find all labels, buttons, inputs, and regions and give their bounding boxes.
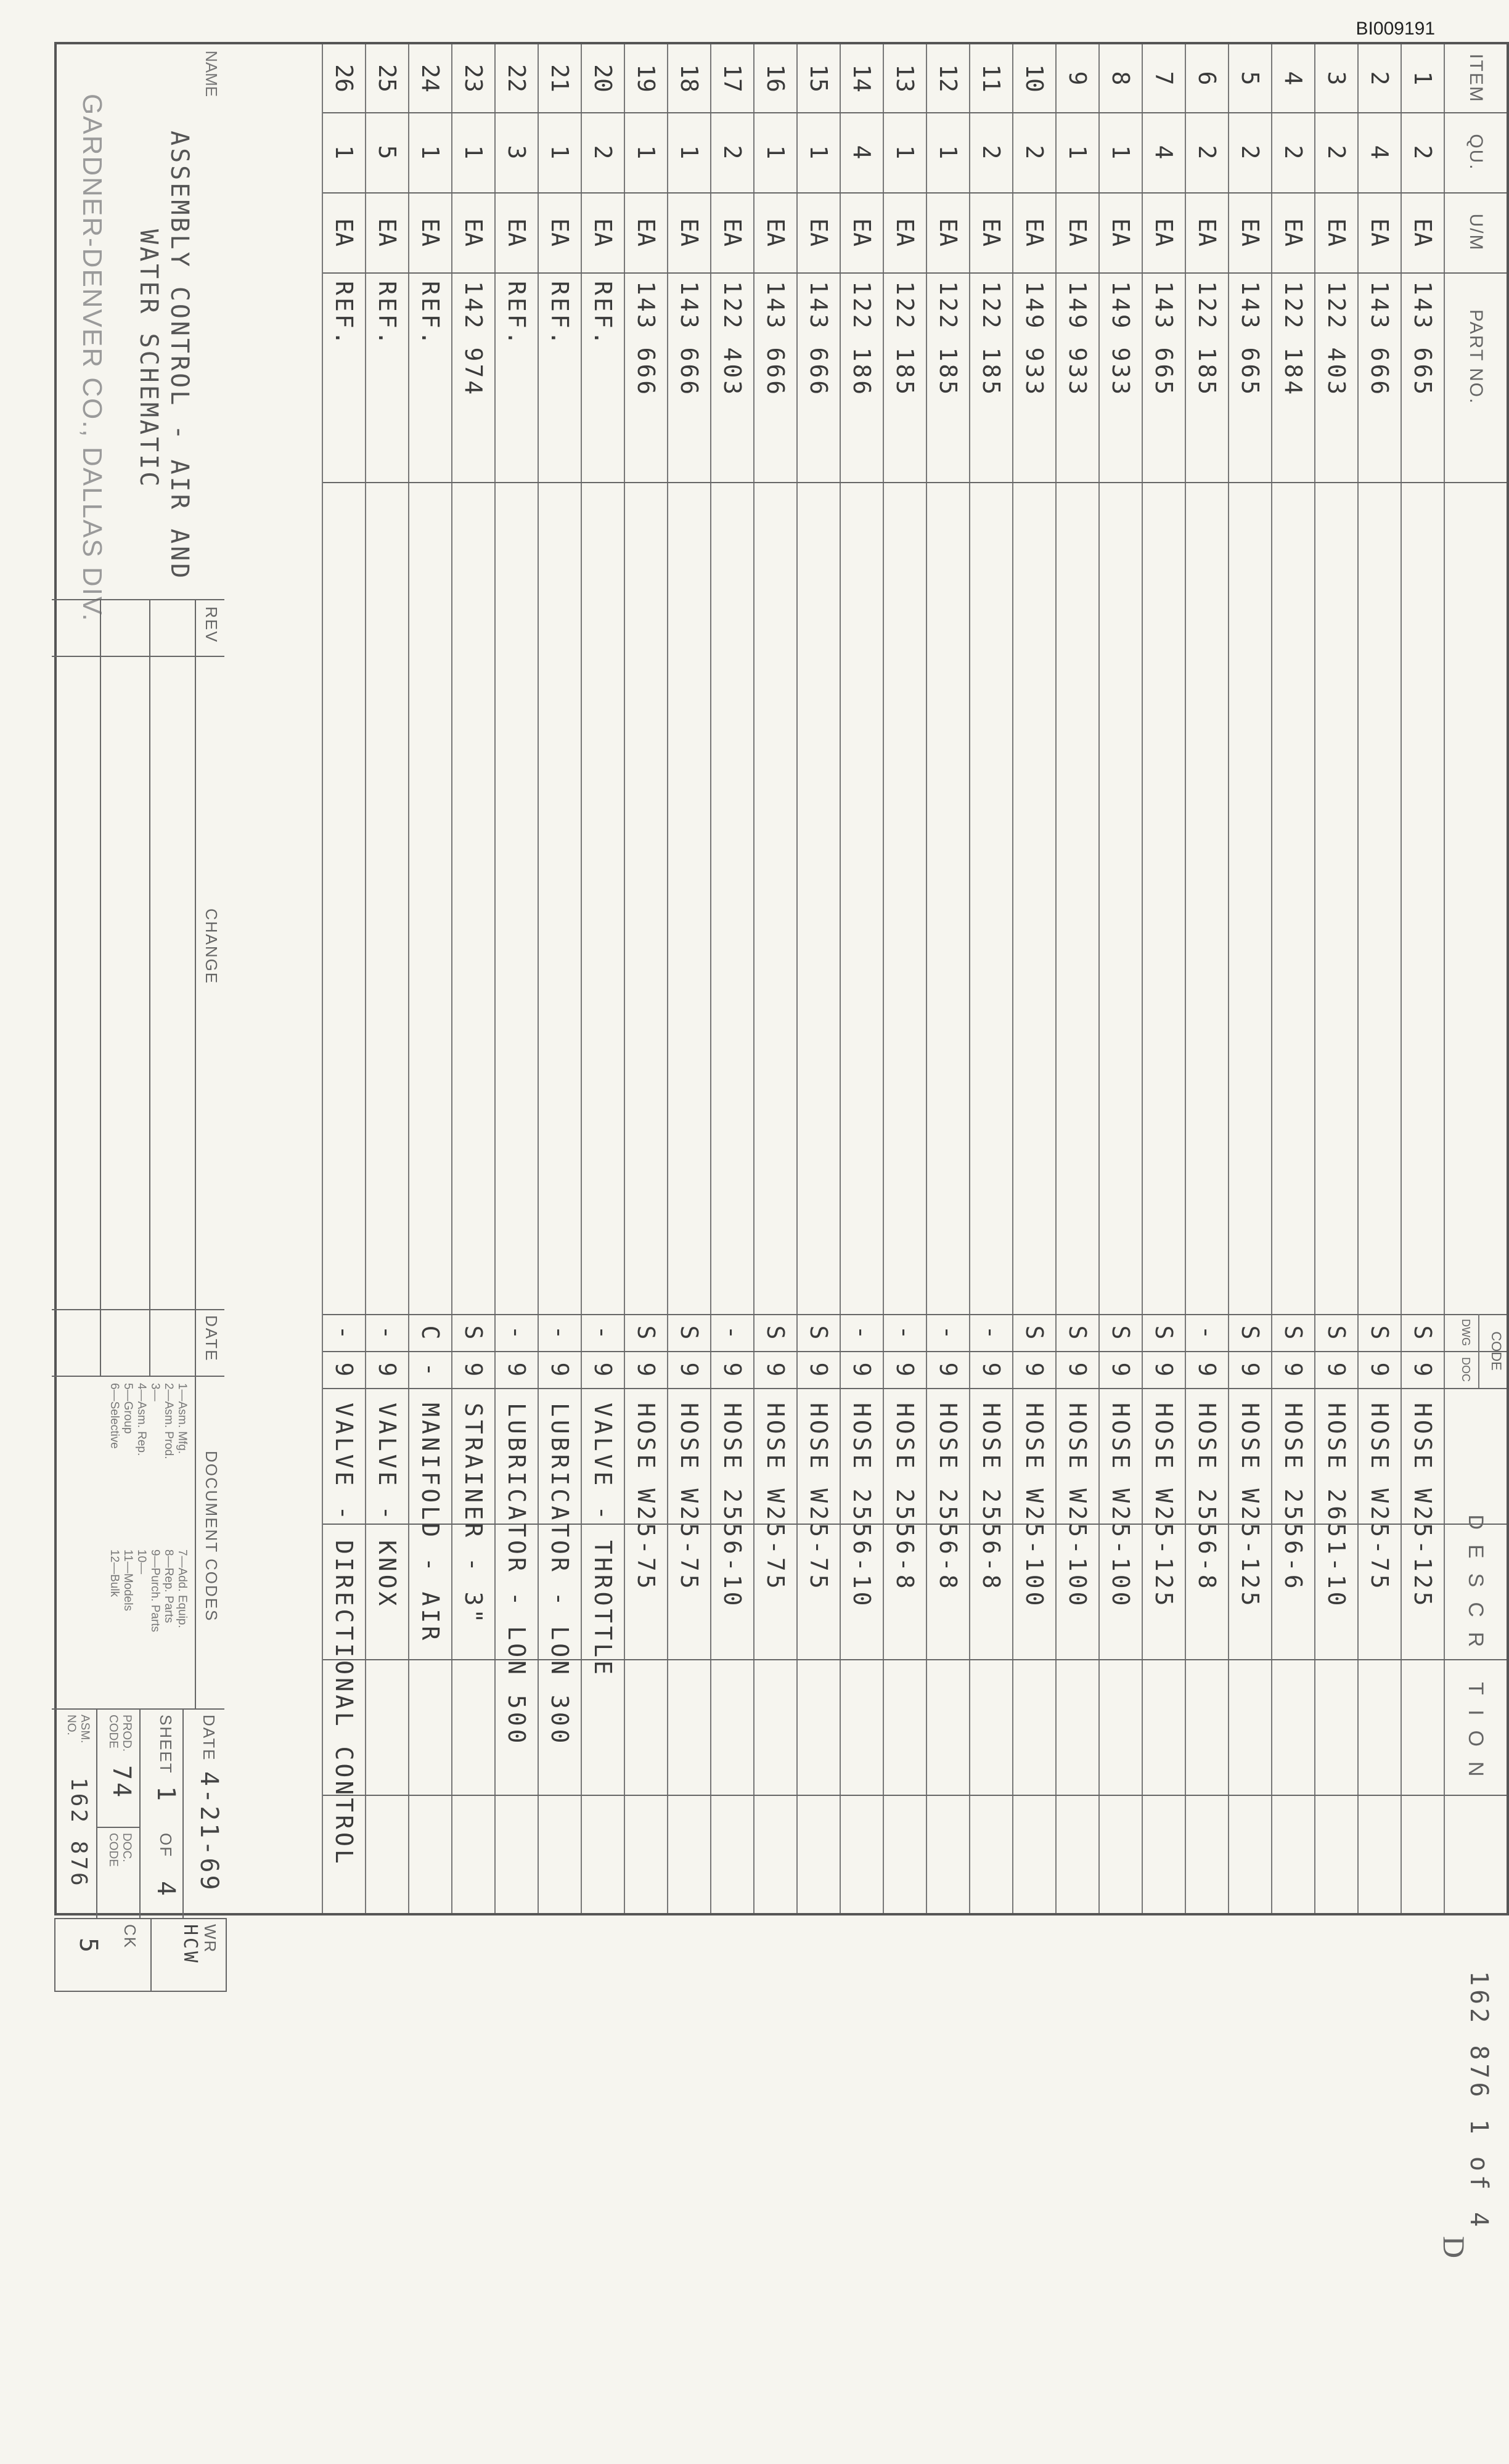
table-row [1402, 44, 1445, 1918]
item-cell: 23 [460, 64, 487, 92]
table-row [1359, 44, 1402, 1918]
doc-code-cell: - [417, 1362, 444, 1377]
item-cell: 8 [1107, 71, 1134, 86]
quantity-cell: 2 [1237, 145, 1264, 160]
quantity-cell: 1 [546, 145, 573, 160]
unit-cell: EA [1409, 218, 1436, 247]
part-number-cell: 122 184 [1280, 281, 1307, 398]
quantity-cell: 2 [719, 145, 746, 160]
header-part-number: PART NO. [1466, 309, 1486, 405]
doc-code-cell: 9 [719, 1362, 746, 1377]
item-cell: 15 [805, 64, 832, 92]
corner-mark: D [1437, 2236, 1471, 2259]
unit-cell: EA [1323, 218, 1350, 247]
of-label: OF [157, 1833, 175, 1858]
doc-code-value: 5 [74, 1938, 102, 1956]
quantity-cell: 1 [330, 145, 358, 160]
item-cell: 17 [719, 64, 746, 92]
part-number-cell: REF. [374, 281, 401, 348]
info-line-2 [139, 1710, 141, 1919]
unit-cell: EA [417, 218, 444, 247]
dwg-code-cell: S [632, 1325, 660, 1340]
doc-code-cell: 9 [934, 1362, 962, 1377]
change-label: CHANGE [202, 908, 221, 985]
description-cell: HOSE 2556-8 [891, 1403, 918, 1592]
info-line-3 [96, 1710, 97, 1919]
doc-code-12: 12—Bulk [108, 1549, 121, 1597]
part-number-cell: 122 403 [1323, 281, 1350, 398]
part-number-cell: REF. [503, 281, 530, 348]
wr-ck-line [150, 1919, 152, 1991]
dwg-code-cell: - [891, 1325, 918, 1340]
part-number-cell: 142 974 [460, 281, 487, 398]
sheet-value: 1 [152, 1786, 180, 1804]
doc-code-cell: 9 [589, 1362, 616, 1377]
doc-code-cell: 9 [1064, 1362, 1091, 1377]
doc-code-cell: 9 [1021, 1362, 1048, 1377]
description-cell: VALVE - THROTTLE [589, 1403, 616, 1678]
table-row [366, 44, 409, 1918]
item-cell: 14 [848, 64, 875, 92]
description-cell: HOSE W25-100 [1107, 1403, 1134, 1609]
part-number-cell: 149 933 [1064, 281, 1091, 398]
description-cell: HOSE 2651-10 [1323, 1403, 1350, 1609]
quantity-cell: 2 [1280, 145, 1307, 160]
item-cell: 12 [934, 64, 962, 92]
doc-code-3: 3— [149, 1383, 162, 1401]
description-cell: HOSE 2556-10 [719, 1403, 746, 1609]
table-row [1143, 44, 1186, 1918]
rev-divider [52, 656, 224, 657]
wr-label: WR [201, 1924, 219, 1954]
rev-label: REV [202, 606, 221, 643]
description-cell: VALVE - DIRECTIONAL CONTROL [330, 1403, 358, 1867]
wr-ck-block [54, 1918, 227, 1992]
part-number-cell: 149 933 [1107, 281, 1134, 398]
quantity-cell: 1 [676, 145, 703, 160]
revision-area [52, 599, 224, 1376]
quantity-cell: 2 [1323, 145, 1350, 160]
quantity-cell: 1 [1064, 145, 1091, 160]
quantity-cell: 1 [1107, 145, 1134, 160]
asm-no-label: ASM. NO. [65, 1715, 91, 1744]
doc-codes-list-2 [107, 1549, 189, 1632]
parts-list-form [54, 42, 1509, 1915]
rotated-parts-list-sheet [54, 42, 1509, 2259]
item-cell: 24 [417, 64, 444, 92]
table-row [711, 44, 754, 1918]
dwg-code-cell: S [762, 1325, 789, 1340]
quantity-cell: 2 [1021, 145, 1048, 160]
prod-code-label: PROD. CODE [107, 1715, 133, 1752]
table-row [1272, 44, 1315, 1918]
doc-code-10: 10— [135, 1549, 148, 1575]
unit-cell: EA [762, 218, 789, 247]
asm-no-value: 162 876 [66, 1777, 91, 1888]
table-row [754, 44, 798, 1918]
dwg-code-cell: S [1323, 1325, 1350, 1340]
part-number-cell: 122 185 [1193, 281, 1221, 398]
table-row [452, 44, 496, 1918]
table-row [539, 44, 582, 1918]
quantity-cell: 1 [417, 145, 444, 160]
unit-cell: EA [589, 218, 616, 247]
date-label: DATE [200, 1715, 218, 1761]
part-number-cell: 122 185 [934, 281, 962, 398]
dwg-code-cell: - [374, 1325, 401, 1340]
table-row [884, 44, 927, 1918]
description-cell: HOSE 2556-6 [1280, 1403, 1307, 1592]
doc-code-cell: 9 [330, 1362, 358, 1377]
doc-code-cell: 9 [1409, 1362, 1436, 1377]
quantity-cell: 1 [762, 145, 789, 160]
item-cell: 26 [330, 64, 358, 92]
dwg-code-cell: S [805, 1325, 832, 1340]
unit-cell: EA [848, 218, 875, 247]
table-row [1057, 44, 1100, 1918]
unit-cell: EA [632, 218, 660, 247]
quantity-cell: 4 [1366, 145, 1393, 160]
description-cell: LUBRICATOR - LON 500 [503, 1403, 530, 1747]
dwg-code-cell: - [934, 1325, 962, 1340]
unit-cell: EA [1107, 218, 1134, 247]
table-row [496, 44, 539, 1918]
dwg-code-cell: S [1064, 1325, 1091, 1340]
dwg-code-cell: S [460, 1325, 487, 1340]
description-cell: HOSE 2556-8 [978, 1403, 1005, 1592]
doc-code-cell: 9 [1280, 1362, 1307, 1377]
table-row [323, 44, 366, 1918]
doc-code-8: 8—Rep. Parts [162, 1549, 175, 1623]
description-cell: HOSE W25-125 [1409, 1403, 1436, 1609]
item-cell: 11 [978, 64, 1005, 92]
item-cell: 1 [1409, 71, 1436, 86]
description-cell: HOSE W25-100 [1064, 1403, 1091, 1609]
unit-cell: EA [1237, 218, 1264, 247]
table-row [798, 44, 841, 1918]
unit-cell: EA [1280, 218, 1307, 247]
header-quantity: QU. [1466, 134, 1486, 171]
unit-cell: EA [1193, 218, 1221, 247]
doc-code-cell: 9 [805, 1362, 832, 1377]
dwg-code-cell: - [589, 1325, 616, 1340]
quantity-cell: 2 [1409, 145, 1436, 160]
description-cell: HOSE W25-75 [762, 1403, 789, 1592]
document-codes-area [52, 1376, 224, 1708]
part-number-cell: 122 185 [978, 281, 1005, 398]
doc-code-cell: 9 [546, 1362, 573, 1377]
ck-label: CK [121, 1924, 139, 1949]
sheet-label: SHEET [157, 1715, 175, 1774]
part-number-cell: 143 665 [1409, 281, 1436, 398]
description-cell: MANIFOLD - AIR [417, 1403, 444, 1644]
doc-code-cell: 9 [978, 1362, 1005, 1377]
part-number-cell: 143 665 [1237, 281, 1264, 398]
doc-code-cell: 9 [632, 1362, 660, 1377]
doc-code-7: 7—Add. Equip. [176, 1549, 189, 1628]
dwg-code-cell: S [1150, 1325, 1177, 1340]
part-number-cell: REF. [546, 281, 573, 348]
of-value: 4 [152, 1881, 180, 1899]
table-row [1100, 44, 1143, 1918]
item-cell: 19 [632, 64, 660, 92]
rev-line-1 [195, 600, 196, 1377]
company-name: GARDNER-DENVER CO., DALLAS DIV. [77, 94, 107, 622]
part-number-cell: 143 666 [762, 281, 789, 398]
unit-cell: EA [934, 218, 962, 247]
item-cell: 13 [891, 64, 918, 92]
table-row [841, 44, 884, 1918]
quantity-cell: 2 [978, 145, 1005, 160]
doc-code-1: 1—Asm. Mfg. [176, 1383, 189, 1454]
quantity-cell: 1 [934, 145, 962, 160]
item-cell: 7 [1150, 71, 1177, 86]
description-cell: HOSE W25-125 [1237, 1403, 1264, 1609]
sheet-number-note: 162 876 1 of 4 [1465, 1971, 1493, 2231]
dwg-code-cell: S [1280, 1325, 1307, 1340]
table-row [927, 44, 970, 1918]
dwg-code-cell: S [1366, 1325, 1393, 1340]
part-number-cell: 143 666 [632, 281, 660, 398]
quantity-cell: 5 [374, 145, 401, 160]
rev-date-label: DATE [202, 1315, 221, 1362]
item-cell: 20 [589, 64, 616, 92]
part-number-cell: 143 666 [676, 281, 703, 398]
doc-code-label: DOC. CODE [107, 1833, 133, 1867]
part-number-cell: REF. [417, 281, 444, 348]
unit-cell: EA [676, 218, 703, 247]
item-cell: 21 [546, 64, 573, 92]
quantity-cell: 1 [460, 145, 487, 160]
part-number-cell: REF. [330, 281, 358, 348]
document-codes-label: DOCUMENT CODES [202, 1451, 221, 1622]
description-cell: VALVE - KNOX [374, 1403, 401, 1609]
doc-code-4: 4—Asm. Rep. [135, 1383, 148, 1456]
item-cell: 5 [1237, 71, 1264, 86]
unit-cell: EA [978, 218, 1005, 247]
part-number-cell: 143 665 [1150, 281, 1177, 398]
unit-cell: EA [1021, 218, 1048, 247]
description-cell: HOSE W25-75 [805, 1403, 832, 1592]
description-cell: LUBRICATOR - LON 300 [546, 1403, 573, 1747]
part-number-cell: 149 933 [1021, 281, 1048, 398]
table-row [1229, 44, 1272, 1918]
doc-code-cell: 9 [891, 1362, 918, 1377]
item-cell: 10 [1021, 64, 1048, 92]
table-row [668, 44, 711, 1918]
header-description: DESCR TION [1464, 1514, 1488, 1792]
unit-cell: EA [330, 218, 358, 247]
doc-code-11: 11—Models [121, 1549, 134, 1611]
dwg-code-cell: - [546, 1325, 573, 1340]
unit-cell: EA [503, 218, 530, 247]
part-number-cell: 122 186 [848, 281, 875, 398]
table-row [1013, 44, 1057, 1918]
info-line-1 [182, 1710, 184, 1919]
table-row [1186, 44, 1229, 1918]
item-cell: 3 [1323, 71, 1350, 86]
unit-cell: EA [546, 218, 573, 247]
dwg-code-cell: S [1409, 1325, 1436, 1340]
unit-cell: EA [719, 218, 746, 247]
header-code-title: CODE [1489, 1331, 1504, 1371]
description-cell: HOSE 2556-10 [848, 1403, 875, 1609]
quantity-cell: 1 [891, 145, 918, 160]
quantity-cell: 3 [503, 145, 530, 160]
unit-cell: EA [1366, 218, 1393, 247]
doc-code-cell: 9 [1366, 1362, 1393, 1377]
doc-code-cell: 9 [1193, 1362, 1221, 1377]
item-cell: 16 [762, 64, 789, 92]
quantity-cell: 4 [848, 145, 875, 160]
dwg-code-cell: S [1237, 1325, 1264, 1340]
dwg-code-cell: - [978, 1325, 1005, 1340]
quantity-cell: 1 [805, 145, 832, 160]
table-row [625, 44, 668, 1918]
header-item: ITEM [1466, 54, 1486, 103]
part-number-cell: 122 403 [719, 281, 746, 398]
description-cell: HOSE W25-75 [632, 1403, 660, 1592]
info-divider [97, 1827, 141, 1828]
doc-code-cell: 9 [374, 1362, 401, 1377]
rev-line-2 [149, 600, 150, 1377]
quantity-cell: 1 [632, 145, 660, 160]
prod-code-value: 74 [107, 1765, 136, 1800]
change-divider [52, 1309, 224, 1310]
document-control-number: BI009191 [1356, 18, 1435, 39]
unit-cell: EA [891, 218, 918, 247]
doc-code-cell: 9 [460, 1362, 487, 1377]
doc-code-cell: 9 [762, 1362, 789, 1377]
dwg-code-cell: C [417, 1325, 444, 1340]
doc-codes-line [195, 1377, 196, 1710]
wr-value: HCW [179, 1924, 201, 1965]
item-cell: 22 [503, 64, 530, 92]
rev-line-3 [100, 600, 101, 1377]
part-number-cell: 143 666 [805, 281, 832, 398]
dwg-code-cell: S [676, 1325, 703, 1340]
dwg-code-cell: - [330, 1325, 358, 1340]
item-cell: 25 [374, 64, 401, 92]
item-cell: 6 [1193, 71, 1221, 86]
quantity-cell: 2 [589, 145, 616, 160]
title-block [52, 44, 224, 1918]
doc-code-cell: 9 [676, 1362, 703, 1377]
unit-cell: EA [805, 218, 832, 247]
description-cell: HOSE W25-125 [1150, 1403, 1177, 1609]
description-cell: HOSE 2556-8 [934, 1403, 962, 1592]
description-cell: STRAINER - 3" [460, 1403, 487, 1626]
doc-code-cell: 9 [848, 1362, 875, 1377]
unit-cell: EA [1150, 218, 1177, 247]
doc-code-cell: 9 [1150, 1362, 1177, 1377]
doc-code-cell: 9 [503, 1362, 530, 1377]
doc-code-6: 6—Selective [108, 1383, 121, 1449]
item-cell: 2 [1366, 71, 1393, 86]
dwg-code-cell: - [1193, 1325, 1221, 1340]
item-cell: 4 [1280, 71, 1307, 86]
doc-code-2: 2—Asm. Prod. [162, 1383, 175, 1459]
dwg-code-cell: S [1107, 1325, 1134, 1340]
date-value: 4-21-69 [195, 1771, 223, 1893]
part-number-cell: 122 185 [891, 281, 918, 398]
doc-codes-list-1 [107, 1383, 189, 1459]
doc-code-cell: 9 [1323, 1362, 1350, 1377]
description-cell: HOSE W25-100 [1021, 1403, 1048, 1609]
part-number-cell: 143 666 [1366, 281, 1393, 398]
header-code-dwg: DWG [1460, 1319, 1472, 1346]
doc-code-cell: 9 [1107, 1362, 1134, 1377]
name-label: NAME [202, 51, 221, 97]
item-cell: 18 [676, 64, 703, 92]
description-cell: HOSE W25-75 [1366, 1403, 1393, 1592]
assembly-name-line-2: WATER SCHEMATIC [134, 229, 163, 489]
code-header-divider [1478, 1314, 1479, 1388]
part-number-cell: REF. [589, 281, 616, 348]
doc-code-cell: 9 [1237, 1362, 1264, 1377]
description-cell: HOSE W25-75 [676, 1403, 703, 1592]
dwg-code-cell: - [503, 1325, 530, 1340]
dwg-code-cell: - [719, 1325, 746, 1340]
assembly-name-line-1: ASSEMBLY CONTROL - AIR AND [165, 131, 194, 581]
quantity-cell: 4 [1150, 145, 1177, 160]
unit-cell: EA [1064, 218, 1091, 247]
table-row [970, 44, 1013, 1918]
table-row [582, 44, 625, 1918]
table-row [409, 44, 452, 1918]
header-unit-of-measure: U/M [1466, 213, 1486, 251]
unit-cell: EA [460, 218, 487, 247]
item-cell: 9 [1064, 71, 1091, 86]
doc-code-5: 5—Group [121, 1383, 134, 1434]
table-row [1315, 44, 1359, 1918]
doc-code-9: 9—Purch. Parts [149, 1549, 162, 1633]
dwg-code-cell: S [1021, 1325, 1048, 1340]
dwg-code-cell: - [848, 1325, 875, 1340]
description-cell: HOSE 2556-8 [1193, 1403, 1221, 1592]
quantity-cell: 2 [1193, 145, 1221, 160]
header-code-doc: DOC [1460, 1357, 1472, 1382]
unit-cell: EA [374, 218, 401, 247]
info-block [52, 1708, 224, 1918]
